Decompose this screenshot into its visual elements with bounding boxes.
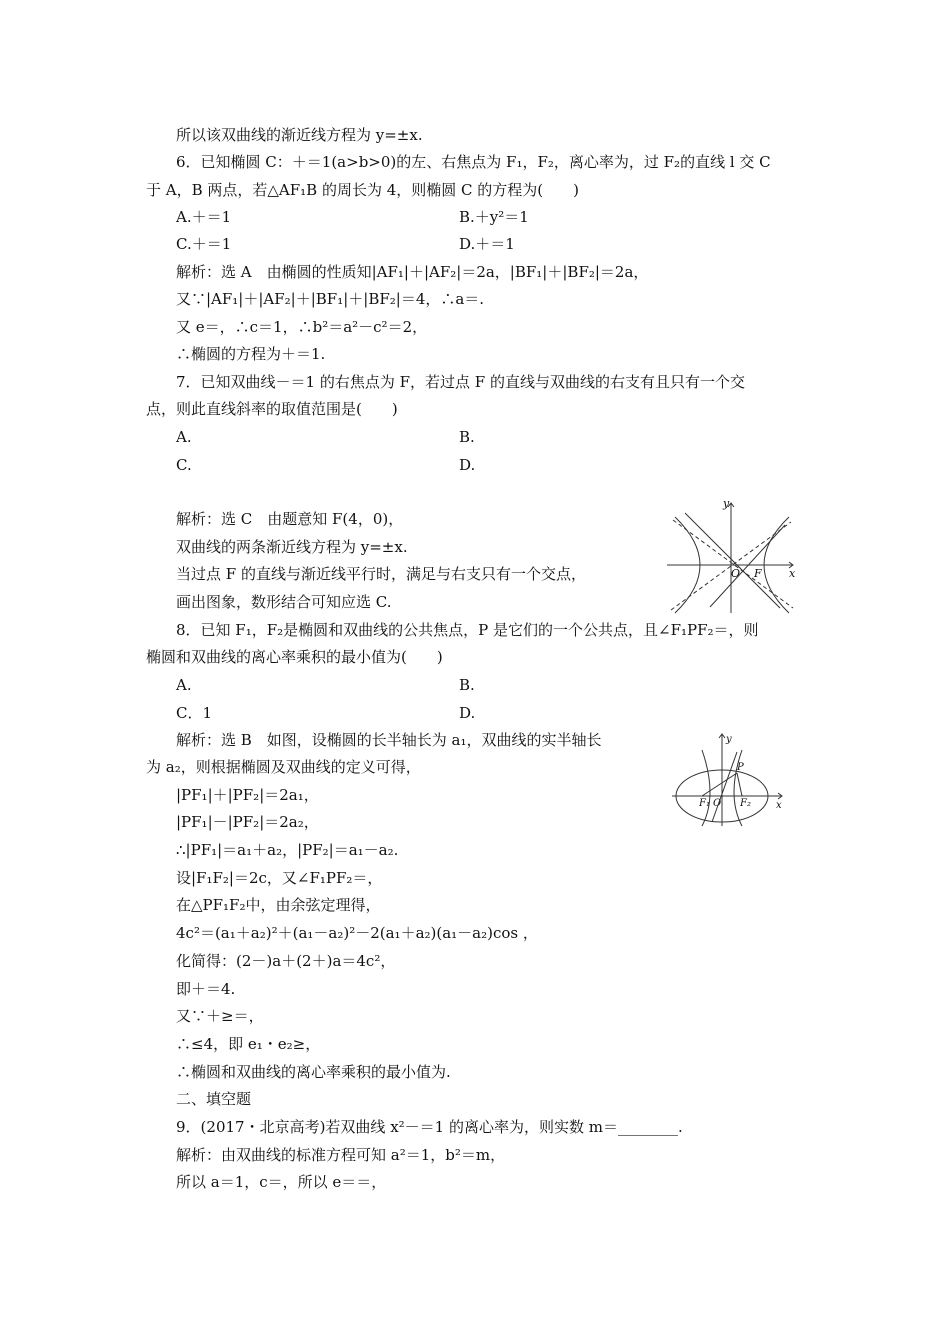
solution-line: 设|F₁F₂|＝2c，又∠F₁PF₂＝， [176, 869, 383, 887]
solution-line: 解析：由双曲线的标准方程可知 a²＝1，b²＝m， [176, 1146, 506, 1164]
segment-pf2 [737, 773, 742, 796]
ellipse-hyperbola-figure [672, 732, 790, 827]
solution-line: 为 a₂，则根据椭圆及双曲线的定义可得， [146, 758, 421, 776]
x-axis-label: x [789, 567, 796, 580]
y-axis-label: y [726, 734, 732, 745]
option-d: D.＋＝1 [459, 235, 515, 253]
solution-line: 当过点 F 的直线与渐近线平行时，满足与右支只有一个交点， [176, 565, 586, 583]
option-b: B. [459, 676, 475, 694]
solution-line: ∴椭圆的方程为＋＝1. [176, 345, 326, 363]
solution-line: 又∵＋≥＝， [176, 1007, 264, 1025]
f1-label: F₁ [699, 798, 710, 809]
solution-line: 化简得：(2－)a＋(2＋)a＝4c²， [176, 952, 396, 970]
option-d: D. [459, 704, 476, 722]
solution-line: |PF₁|＋|PF₂|＝2a₁， [176, 786, 319, 804]
question-9-stem: 9．(2017・北京高考)若双曲线 x²－＝1 的离心率为，则实数 m＝________. [176, 1118, 683, 1136]
text-line: 于 A，B 两点，若△AF₁B 的周长为 4，则椭圆 C 的方程为( ) [146, 181, 580, 199]
solution-line: 所以 a＝1，c＝，所以 e＝＝， [176, 1173, 387, 1191]
solution-line: 双曲线的两条渐近线方程为 y=±x. [176, 538, 408, 556]
text-line: 椭圆和双曲线的离心率乘积的最小值为( ) [146, 648, 443, 666]
solution-line: ∴椭圆和双曲线的离心率乘积的最小值为. [176, 1063, 451, 1081]
text-line: 点，则此直线斜率的取值范围是( ) [146, 400, 398, 418]
question-7-stem: 7．已知双曲线－＝1 的右焦点为 F，若过点 F 的直线与双曲线的右支有且只有一个交 [176, 373, 745, 391]
solution-line: |PF₁|－|PF₂|＝2a₂， [176, 813, 319, 831]
solution-line: 画出图象，数形结合可知应选 C. [176, 593, 392, 611]
option-d: D. [459, 456, 476, 474]
option-a: A.＋＝1 [176, 208, 232, 226]
solution-line: 即＋＝4. [176, 980, 236, 998]
option-c: C. [176, 456, 192, 474]
solution-line: 4c²＝(a₁＋a₂)²＋(a₁－a₂)²－2(a₁＋a₂)(a₁－a₂)cos ， [176, 924, 538, 942]
x-axis-label: x [776, 800, 782, 811]
question-8-stem: 8．已知 F₁，F₂是椭圆和双曲线的公共焦点，P 是它们的一个公共点，且∠F₁PF₂＝，则 [176, 621, 759, 639]
origin-label: O [713, 798, 722, 809]
p-label: P [737, 762, 744, 773]
solution-line: 解析：选 C 由题意知 F(4，0)， [176, 510, 404, 528]
hyperbola-left-branch [702, 750, 710, 826]
option-b: B.＋y²＝1 [459, 208, 529, 226]
option-b: B. [459, 428, 475, 446]
text-line: 所以该双曲线的渐近线方程为 y=±x. [176, 126, 423, 144]
option-a: A. [176, 428, 192, 446]
y-axis-label: y [723, 497, 730, 510]
solution-line: 又 e＝，∴c＝1，∴b²＝a²－c²＝2， [176, 318, 428, 336]
solution-line: ∴|PF₁|＝a₁＋a₂，|PF₂|＝a₁－a₂. [176, 841, 399, 859]
segment-pf1 [702, 773, 737, 796]
solution-line: 解析：选 A 由椭圆的性质知|AF₁|＋|AF₂|＝2a，|BF₁|＋|BF₂|＝2a， [176, 263, 649, 281]
option-a: A. [176, 676, 192, 694]
option-c: C．1 [176, 704, 213, 722]
question-6-stem: 6．已知椭圆 C：＋＝1(a>b>0)的左、右焦点为 F₁，F₂，离心率为，过 F₂的直线 l 交 C [176, 153, 771, 171]
section-heading: 二、填空题 [176, 1090, 252, 1108]
solution-line: 解析：选 B 如图，设椭圆的长半轴长为 a₁，双曲线的实半轴长 [176, 731, 602, 749]
solution-line: ∴≤4，即 e₁・e₂≥， [176, 1035, 321, 1053]
origin-label: O [731, 567, 741, 580]
f2-label: F₂ [740, 798, 751, 809]
solution-line: 在△PF₁F₂中，由余弦定理得， [176, 896, 381, 914]
solution-line: 又∵|AF₁|＋|AF₂|＋|BF₁|＋|BF₂|＝4，∴a＝. [176, 290, 485, 308]
option-c: C.＋＝1 [176, 235, 232, 253]
hyperbola-figure [665, 495, 805, 615]
focus-label: F [754, 567, 762, 580]
line-through-f [685, 513, 780, 608]
